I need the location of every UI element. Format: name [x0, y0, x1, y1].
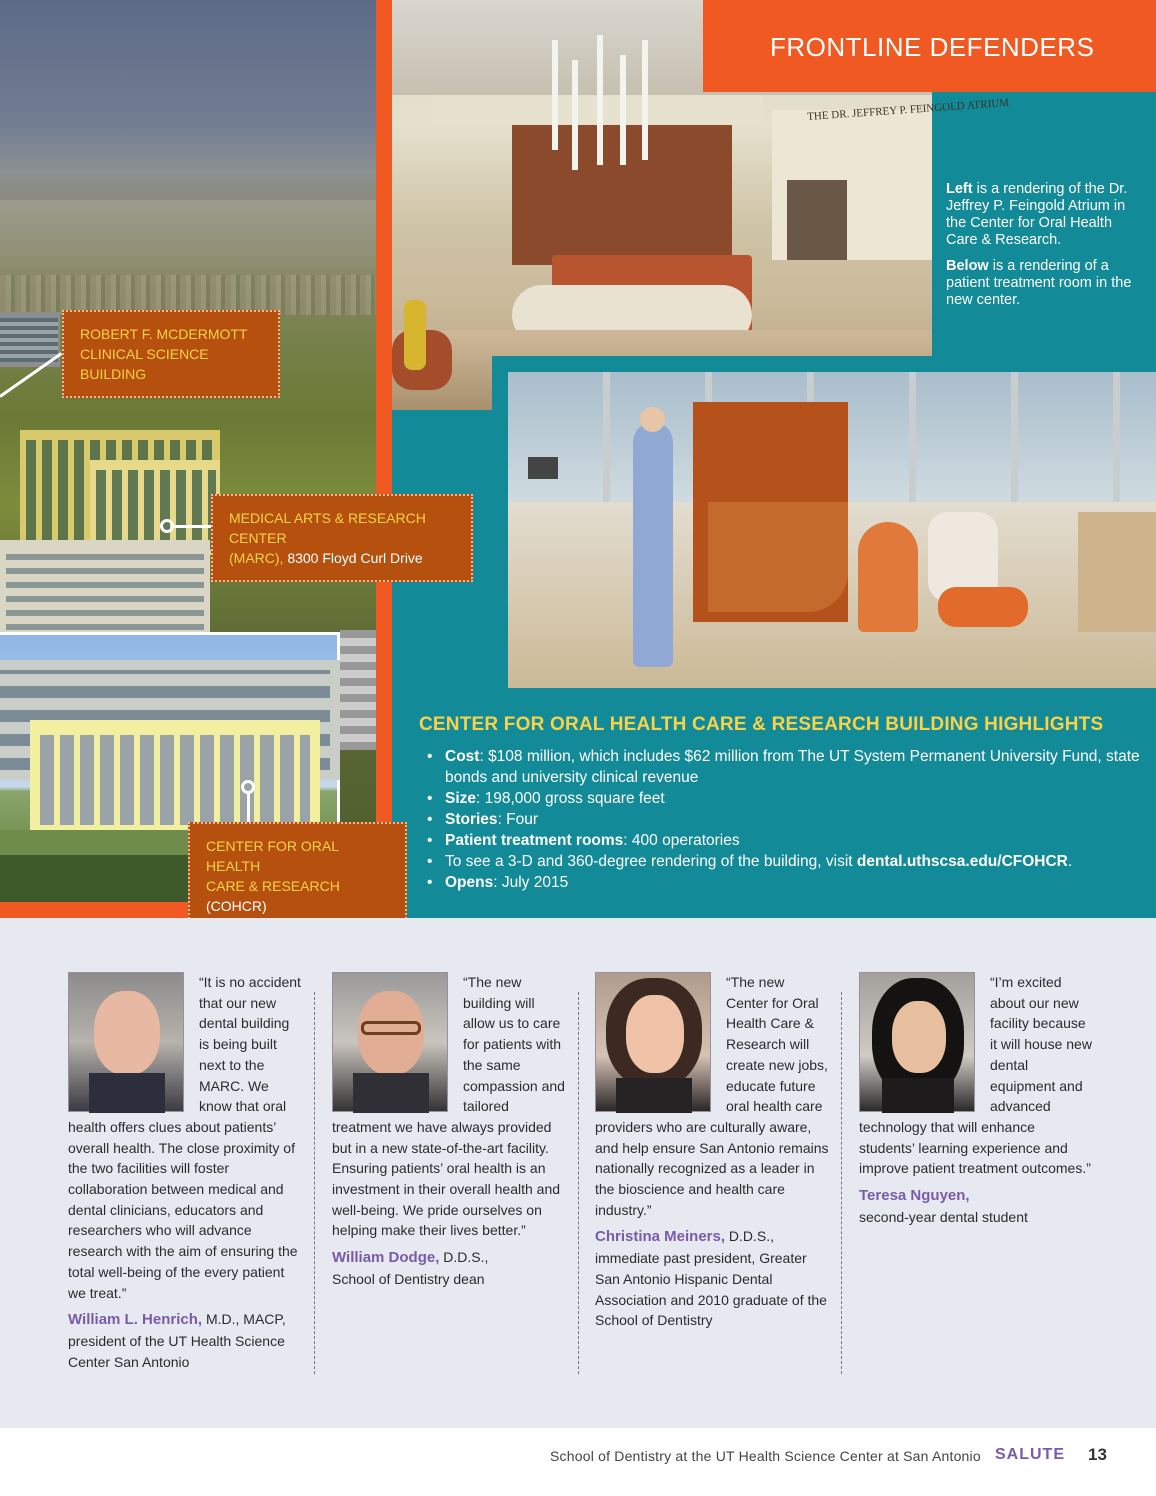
callout-mcdermott-line1: ROBERT F. MCDERMOTT	[80, 326, 248, 342]
quote-attribution: Christina Meiners, D.D.S.,	[595, 1228, 775, 1246]
marc-marker	[160, 519, 174, 533]
rendering-link[interactable]: dental.uthscsa.edu/CFOHCR	[856, 853, 1068, 870]
quote-text: “I’m excited about our new facility because it will house new dental equipment and advanced technology that will enhance students’ learning experience and improve patient treatment outcomes.”	[859, 974, 1092, 1177]
callout-mcdermott-line2: CLINICAL SCIENCE BUILDING	[80, 346, 209, 382]
treatment-room-rendering	[508, 372, 1156, 688]
atrium-sign: THE DR. JEFFREY P. FEINGOLD ATRIUM	[806, 96, 1010, 124]
orange-frame-vertical	[376, 0, 392, 918]
quote-title: immediate past president, Greater San Antonio Hispanic Dental Association and 2010 graduate of the School of Dentistry	[595, 1250, 827, 1329]
quote-text: “It is no accident that our new dental building is being built next to the MARC. We know that oral health offers clues about patients’ overall health. The close proximity of the two facilities will foster collaboration between medical and dental clinicians, educators and researchers who will advance research with the aim of ensuring the total well-being of the every patient we treat.”	[68, 974, 301, 1301]
quote-dodge	[332, 972, 567, 1290]
divider-1	[314, 992, 315, 1374]
callout-cohcr-line2: CARE & RESEARCH (COHCR)	[206, 878, 340, 914]
quote-text: “The new building will allow us to care for patients with the same compassion and tailored treatment we have always provided but in a new state-of-the-art facility. Ensuring patients’ oral health is an investment in their overall health and well-being. We pride ourselves on helping make their lives better.”	[332, 974, 565, 1239]
footer-publication: School of Dentistry at the UT Health Science Center at San Antonio	[550, 1448, 981, 1464]
quote-attribution: Teresa Nguyen,	[859, 1187, 970, 1205]
callout-marc-line2: (MARC), 8300 Floyd Curl Drive	[229, 550, 423, 566]
caption-left: Left is a rendering of the Dr. Jeffrey P. Feingold Atrium in the Center for Oral Health Care & Research.	[946, 181, 1128, 248]
section-tag-text: FRONTLINE DEFENDERS	[770, 32, 1095, 62]
cohcr-marker	[241, 780, 255, 794]
highlights-title: CENTER FOR ORAL HEALTH CARE & RESEARCH BUILDING HIGHLIGHTS	[419, 714, 1104, 735]
avatar	[68, 972, 184, 1112]
callout-marc	[211, 494, 473, 582]
quote-title: School of Dentistry dean	[332, 1270, 485, 1287]
highlight-stories: • Stories: Four	[427, 809, 1147, 830]
divider-2	[578, 992, 579, 1374]
quote-nguyen	[859, 972, 1094, 1227]
avatar	[859, 972, 975, 1112]
avatar	[595, 972, 711, 1112]
callout-cohcr-line1: CENTER FOR ORAL HEALTH	[206, 838, 339, 874]
highlights-list	[427, 746, 1147, 893]
cohcr-building-photo	[0, 632, 340, 852]
quote-attribution: William L. Henrich, M.D., MACP,	[68, 1311, 286, 1329]
quote-title: second-year dental student	[859, 1208, 1028, 1225]
quote-attribution: William Dodge, D.D.S.,	[332, 1249, 489, 1267]
quote-text: “The new Center for Oral Health Care & Research will create new jobs, educate future oral health care providers who are culturally aware, and help ensure San Antonio remains nationally recognized as a leader in the bioscience and health care industry.”	[595, 974, 829, 1218]
highlight-rooms: • Patient treatment rooms: 400 operatories	[427, 830, 1147, 851]
quote-meiners	[595, 972, 830, 1331]
rendering-caption	[946, 181, 1146, 318]
highlight-cost: • Cost: $108 million, which includes $62 million from The UT System Permanent University Fund, state bonds and university clinical revenue	[427, 746, 1147, 788]
quote-henrich	[68, 972, 303, 1372]
caption-below: Below is a rendering of a patient treatment room in the new center.	[946, 258, 1132, 308]
avatar	[332, 972, 448, 1112]
footer-brand: SALUTE	[995, 1446, 1065, 1463]
page-footer	[0, 1428, 1156, 1496]
highlight-opens: • Opens: July 2015	[427, 872, 1147, 893]
marc-pointer	[173, 525, 213, 528]
callout-mcdermott	[62, 310, 280, 398]
highlight-size: • Size: 198,000 gross square feet	[427, 788, 1147, 809]
page-number: 13	[1088, 1445, 1107, 1464]
section-tag	[703, 0, 1156, 92]
divider-3	[841, 992, 842, 1374]
quote-title: president of the UT Health Science Center San Antonio	[68, 1332, 285, 1370]
highlight-rendering: • To see a 3-D and 360-degree rendering of the building, visit dental.uthscsa.edu/CFOHCR.	[427, 851, 1147, 872]
callout-marc-line1: MEDICAL ARTS & RESEARCH CENTER	[229, 510, 426, 546]
cohcr-pointer	[247, 794, 250, 824]
